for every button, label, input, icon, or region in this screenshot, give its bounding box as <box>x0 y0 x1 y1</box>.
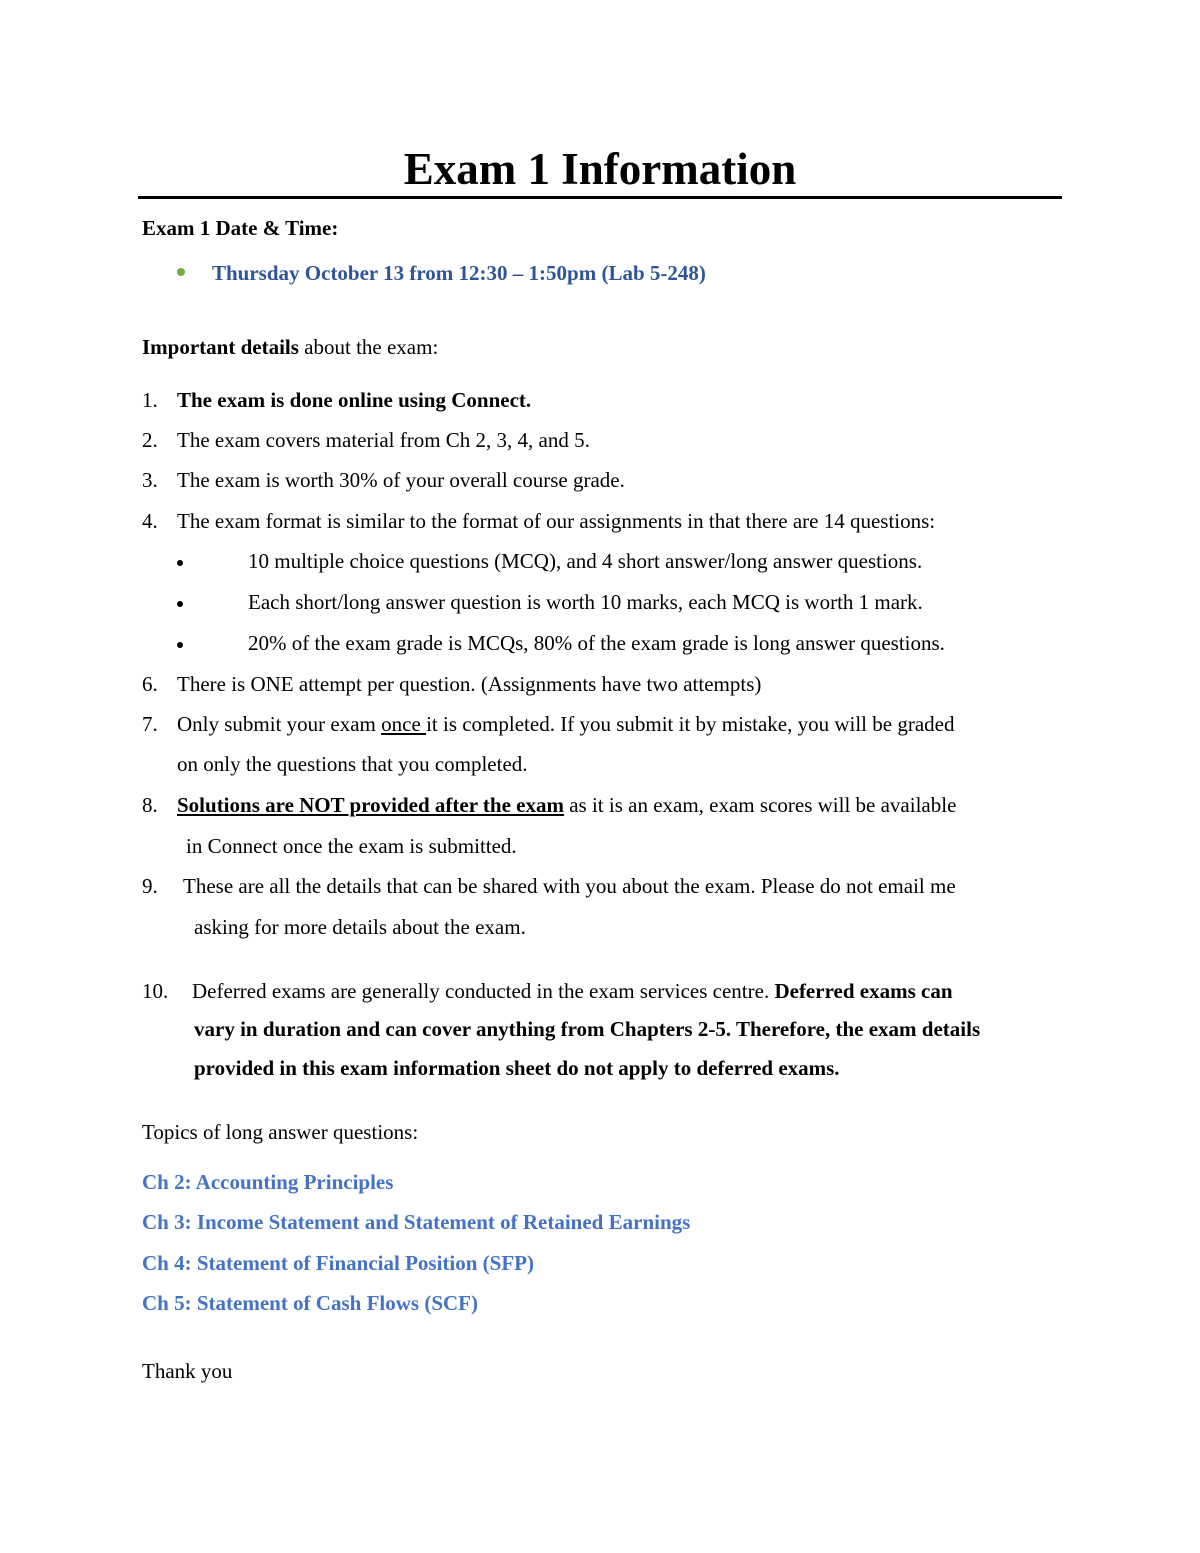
sub-bullet-text: Each short/long answer question is worth 10 marks, each MCQ is worth 1 mark. <box>248 590 923 614</box>
title-rule <box>138 196 1062 199</box>
item-8-post: as it is an exam, exam scores will be available <box>563 793 957 817</box>
item-text <box>177 792 956 818</box>
topic-item: Ch 3: Income Statement and Statement of Retained Earnings <box>142 1210 691 1234</box>
topic-item: Ch 5: Statement of Cash Flows (SCF) <box>142 1291 478 1315</box>
item-text <box>177 711 954 737</box>
item-text: The exam is worth 30% of your overall course grade. <box>177 468 625 492</box>
item-continuation: vary in duration and can cover anything from Chapters 2-5. Therefore, the exam details <box>194 1017 981 1041</box>
closing-text: Thank you <box>142 1359 233 1383</box>
item-number: 3. <box>142 468 158 492</box>
bullet-icon <box>177 560 183 566</box>
bullet-icon <box>177 642 183 648</box>
item-text: There is ONE attempt per question. (Assignments have two attempts) <box>177 672 762 696</box>
item-number: 1. <box>142 388 158 412</box>
item-8-bold-underline: Solutions are NOT provided after the exam <box>177 793 564 817</box>
page-title: Exam 1 Information <box>403 144 797 194</box>
item-7-post: it is completed. If you submit it by mistake, you will be graded <box>426 712 955 736</box>
details-intro-rest: about the exam: <box>298 335 439 359</box>
bullet-icon <box>177 601 183 607</box>
details-intro <box>142 334 438 360</box>
topic-item: Ch 2: Accounting Principles <box>142 1170 394 1194</box>
sub-bullet-text: 20% of the exam grade is MCQs, 80% of the exam grade is long answer questions. <box>248 631 945 655</box>
item-number: 2. <box>142 428 158 452</box>
item-text: The exam is done online using Connect. <box>177 388 532 412</box>
item-number: 10. <box>142 979 169 1003</box>
date-heading: Exam 1 Date & Time: <box>142 216 339 240</box>
sub-bullet-text: 10 multiple choice questions (MCQ), and 4 short answer/long answer questions. <box>248 549 923 573</box>
green-bullet-icon <box>177 268 185 276</box>
topic-item: Ch 4: Statement of Financial Position (SFP) <box>142 1251 534 1275</box>
item-text: The exam format is similar to the format of our assignments in that there are 14 questions: <box>177 509 936 533</box>
item-number: 4. <box>142 509 158 533</box>
details-intro-bold: Important details <box>142 335 299 359</box>
item-7-pre: Only submit your exam <box>177 712 382 736</box>
item-number: 9. <box>142 874 158 898</box>
item-10-bold: Deferred exams can <box>774 979 953 1003</box>
item-text: The exam covers material from Ch 2, 3, 4, and 5. <box>177 428 590 452</box>
item-text <box>192 978 953 1004</box>
item-continuation: in Connect once the exam is submitted. <box>186 834 517 858</box>
item-text: These are all the details that can be shared with you about the exam. Please do not email me <box>183 874 956 898</box>
item-number: 8. <box>142 793 158 817</box>
topics-heading: Topics of long answer questions: <box>142 1120 419 1144</box>
item-number: 7. <box>142 712 158 736</box>
item-7-underline: once <box>381 712 427 736</box>
exam-date-item: Thursday October 13 from 12:30 – 1:50pm (Lab 5-248) <box>212 261 706 285</box>
item-number: 6. <box>142 672 158 696</box>
item-continuation: asking for more details about the exam. <box>194 915 526 939</box>
item-10-pre: Deferred exams are generally conducted in the exam services centre. <box>192 979 775 1003</box>
item-continuation: provided in this exam information sheet do not apply to deferred exams. <box>194 1056 840 1080</box>
item-continuation: on only the questions that you completed. <box>177 752 528 776</box>
